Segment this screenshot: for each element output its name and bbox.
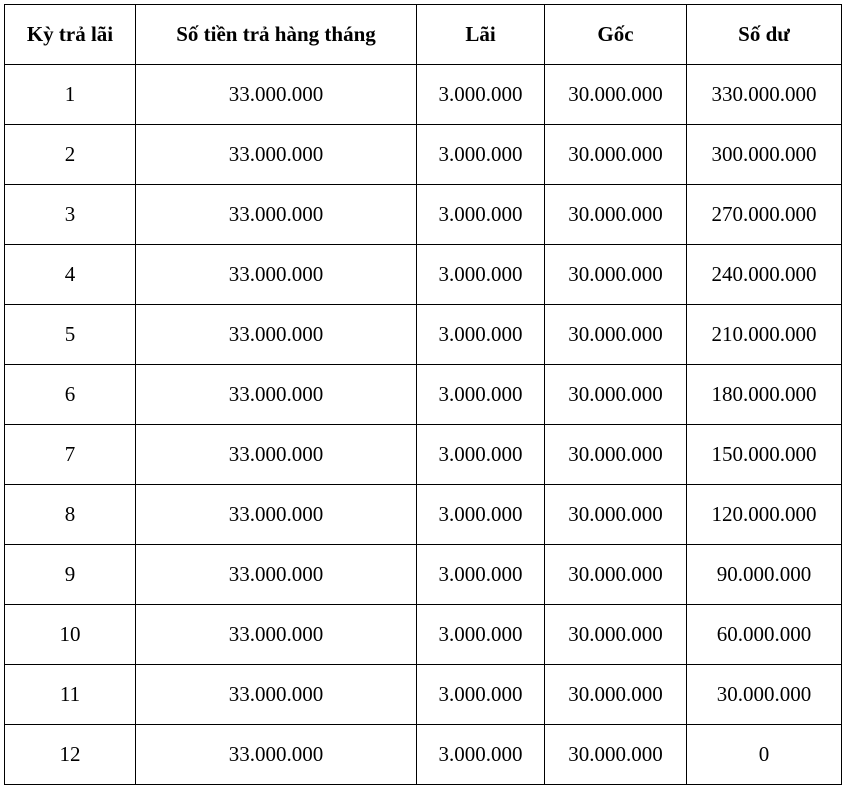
cell-interest: 3.000.000	[417, 65, 545, 125]
cell-monthly-payment: 33.000.000	[136, 485, 417, 545]
cell-monthly-payment: 33.000.000	[136, 185, 417, 245]
cell-interest: 3.000.000	[417, 125, 545, 185]
cell-balance: 330.000.000	[687, 65, 842, 125]
table-row	[5, 485, 842, 545]
cell-monthly-payment: 33.000.000	[136, 725, 417, 785]
cell-period: 12	[5, 725, 136, 785]
cell-principal: 30.000.000	[545, 485, 687, 545]
cell-period: 5	[5, 305, 136, 365]
cell-interest: 3.000.000	[417, 545, 545, 605]
cell-balance: 300.000.000	[687, 125, 842, 185]
cell-monthly-payment: 33.000.000	[136, 545, 417, 605]
cell-monthly-payment: 33.000.000	[136, 605, 417, 665]
table-row	[5, 425, 842, 485]
table-row	[5, 725, 842, 785]
cell-balance: 30.000.000	[687, 665, 842, 725]
cell-interest: 3.000.000	[417, 725, 545, 785]
cell-period: 3	[5, 185, 136, 245]
cell-balance: 180.000.000	[687, 365, 842, 425]
cell-balance: 60.000.000	[687, 605, 842, 665]
cell-principal: 30.000.000	[545, 245, 687, 305]
cell-monthly-payment: 33.000.000	[136, 65, 417, 125]
header-monthly-payment: Số tiền trả hàng tháng	[136, 5, 417, 65]
cell-period: 8	[5, 485, 136, 545]
cell-principal: 30.000.000	[545, 665, 687, 725]
cell-principal: 30.000.000	[545, 605, 687, 665]
cell-interest: 3.000.000	[417, 305, 545, 365]
cell-interest: 3.000.000	[417, 605, 545, 665]
table-row	[5, 365, 842, 425]
cell-period: 7	[5, 425, 136, 485]
header-period: Kỳ trả lãi	[5, 5, 136, 65]
cell-balance: 0	[687, 725, 842, 785]
table-header-row	[5, 5, 842, 65]
cell-interest: 3.000.000	[417, 425, 545, 485]
header-balance: Số dư	[687, 5, 842, 65]
cell-period: 4	[5, 245, 136, 305]
cell-monthly-payment: 33.000.000	[136, 305, 417, 365]
table-body	[5, 65, 842, 785]
table-row	[5, 305, 842, 365]
table-row	[5, 245, 842, 305]
cell-principal: 30.000.000	[545, 185, 687, 245]
cell-balance: 210.000.000	[687, 305, 842, 365]
cell-principal: 30.000.000	[545, 545, 687, 605]
cell-principal: 30.000.000	[545, 305, 687, 365]
cell-balance: 150.000.000	[687, 425, 842, 485]
cell-principal: 30.000.000	[545, 65, 687, 125]
cell-principal: 30.000.000	[545, 425, 687, 485]
cell-principal: 30.000.000	[545, 365, 687, 425]
cell-monthly-payment: 33.000.000	[136, 245, 417, 305]
cell-period: 2	[5, 125, 136, 185]
header-principal: Gốc	[545, 5, 687, 65]
cell-balance: 120.000.000	[687, 485, 842, 545]
cell-balance: 240.000.000	[687, 245, 842, 305]
cell-interest: 3.000.000	[417, 185, 545, 245]
cell-period: 11	[5, 665, 136, 725]
cell-interest: 3.000.000	[417, 245, 545, 305]
cell-period: 1	[5, 65, 136, 125]
cell-period: 6	[5, 365, 136, 425]
cell-principal: 30.000.000	[545, 125, 687, 185]
cell-interest: 3.000.000	[417, 485, 545, 545]
table-row	[5, 65, 842, 125]
table-row	[5, 665, 842, 725]
table-row	[5, 605, 842, 665]
cell-monthly-payment: 33.000.000	[136, 665, 417, 725]
header-interest: Lãi	[417, 5, 545, 65]
repayment-schedule-table	[4, 4, 842, 785]
cell-monthly-payment: 33.000.000	[136, 125, 417, 185]
table-row	[5, 185, 842, 245]
table-row	[5, 545, 842, 605]
cell-balance: 90.000.000	[687, 545, 842, 605]
cell-balance: 270.000.000	[687, 185, 842, 245]
cell-monthly-payment: 33.000.000	[136, 365, 417, 425]
cell-interest: 3.000.000	[417, 665, 545, 725]
cell-interest: 3.000.000	[417, 365, 545, 425]
cell-period: 10	[5, 605, 136, 665]
cell-monthly-payment: 33.000.000	[136, 425, 417, 485]
cell-period: 9	[5, 545, 136, 605]
table-row	[5, 125, 842, 185]
cell-principal: 30.000.000	[545, 725, 687, 785]
